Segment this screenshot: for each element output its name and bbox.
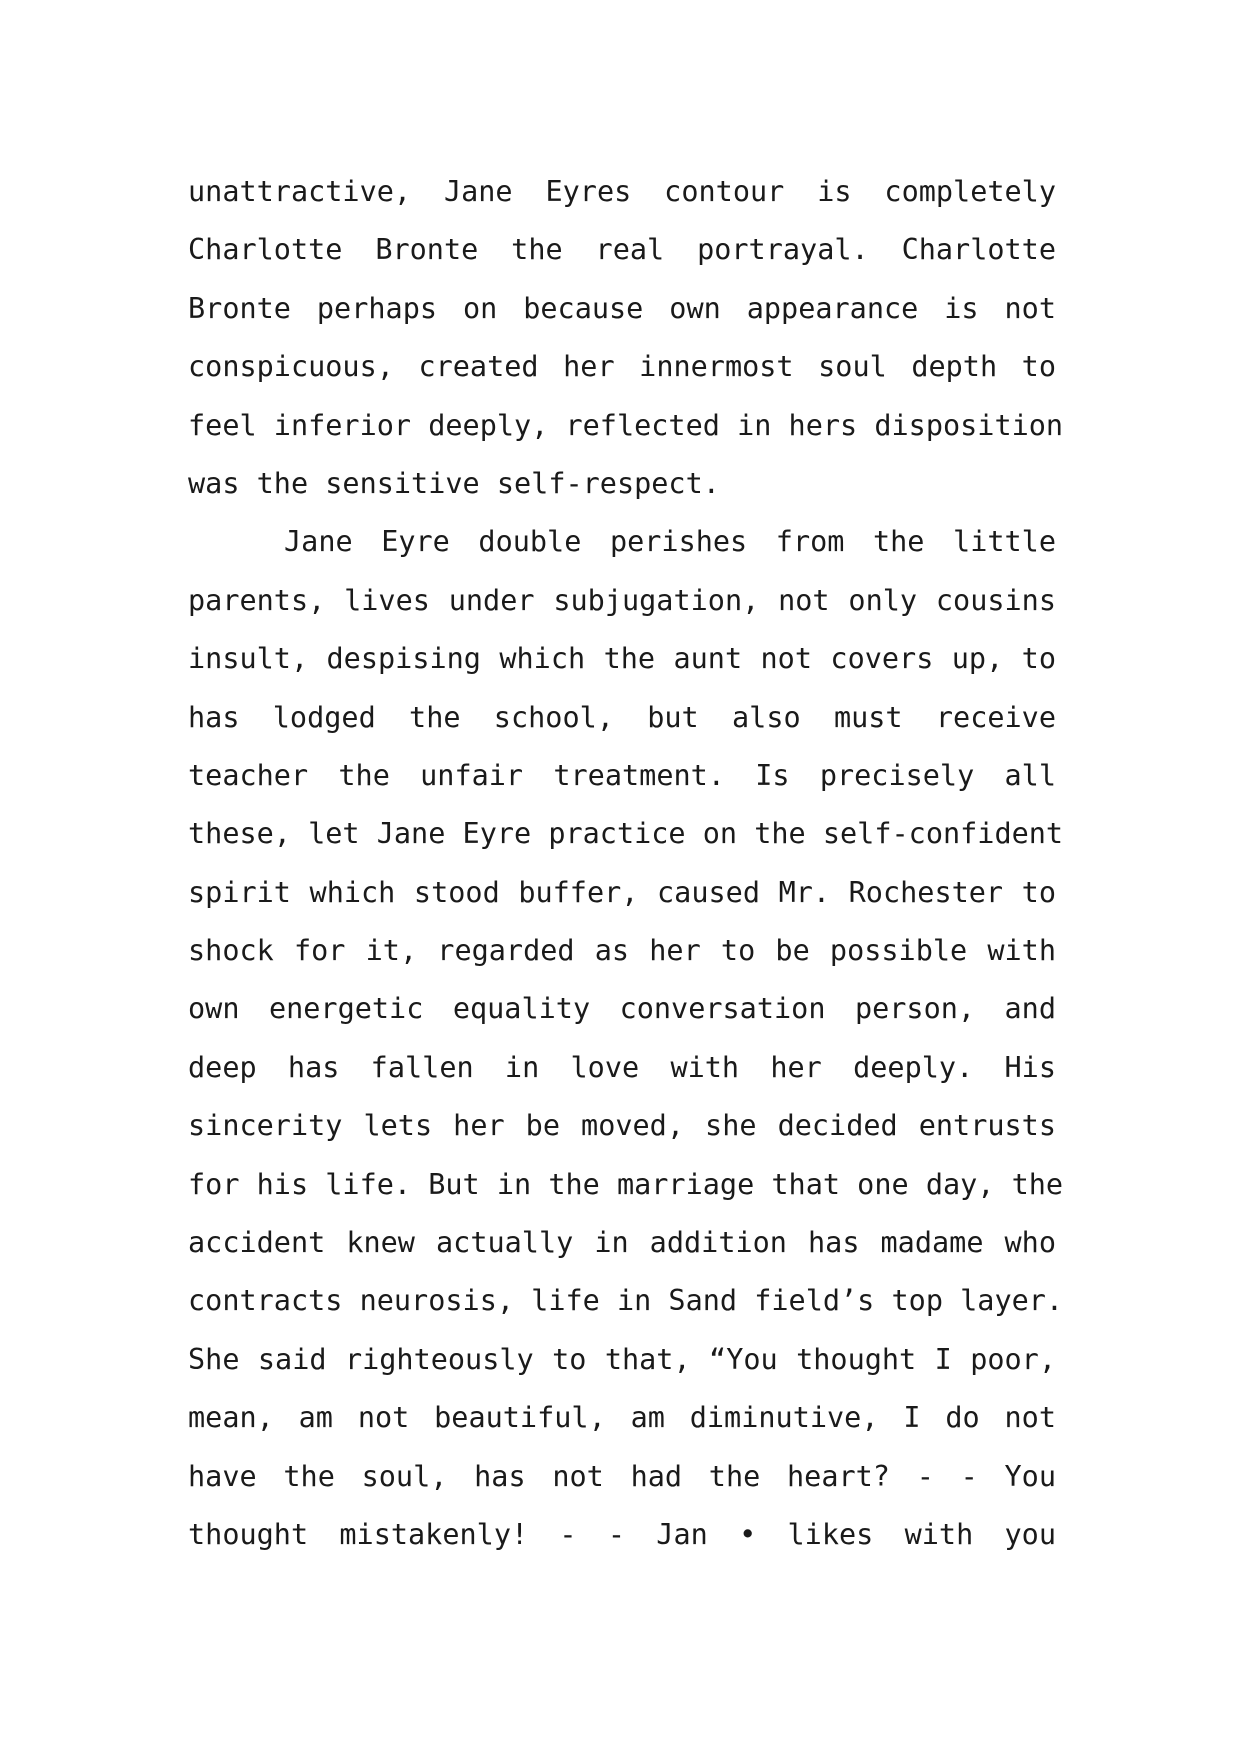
text-line: feel inferior deeply, reflected in hers disposition — [188, 408, 1064, 442]
paragraph-2 — [188, 513, 1064, 1564]
text-line: conspicuous, created her innermost soul depth to — [188, 350, 1056, 384]
text-line: was the sensitive self-respect. — [188, 466, 720, 500]
text-line: mean, am not beautiful, am diminutive, I do not — [188, 1401, 1056, 1435]
text-line: has lodged the school, but also must receive — [188, 700, 1056, 734]
text-line: spirit which stood buffer, caused Mr. Rochester to — [188, 875, 1056, 909]
text-line: for his life. But in the marriage that one day, the — [188, 1167, 1064, 1201]
text-line: deep has fallen in love with her deeply. His — [188, 1050, 1056, 1084]
paragraph-1 — [188, 163, 1064, 513]
text-line: teacher the unfair treatment. Is precisely all — [188, 758, 1056, 792]
text-line: She said righteously to that, “You thought I poor, — [188, 1342, 1056, 1376]
text-line: parents, lives under subjugation, not only cousins — [188, 583, 1056, 617]
text-line: Charlotte Bronte the real portrayal. Charlotte — [188, 233, 1056, 267]
text-line: own energetic equality conversation person, and — [188, 992, 1056, 1026]
text-line: insult, despising which the aunt not covers up, to — [188, 642, 1056, 676]
text-line: Bronte perhaps on because own appearance is not — [188, 291, 1056, 325]
text-line: thought mistakenly! - - Jan • likes with you — [188, 1517, 1056, 1551]
text-line: unattractive, Jane Eyres contour is completely — [188, 175, 1056, 208]
text-line: contracts neurosis, life in Sand field’s top layer. — [188, 1284, 1064, 1318]
text-line: Jane Eyre double perishes from the little — [284, 525, 1056, 559]
body-text — [188, 163, 1064, 1564]
text-line: sincerity lets her be moved, she decided entrusts — [188, 1109, 1056, 1143]
text-line: accident knew actually in addition has madame who — [188, 1226, 1056, 1260]
text-line: these, let Jane Eyre practice on the self-confident — [188, 817, 1064, 851]
text-line: have the soul, has not had the heart? - - You — [188, 1459, 1056, 1493]
text-line: shock for it, regarded as her to be possible with — [188, 934, 1056, 968]
